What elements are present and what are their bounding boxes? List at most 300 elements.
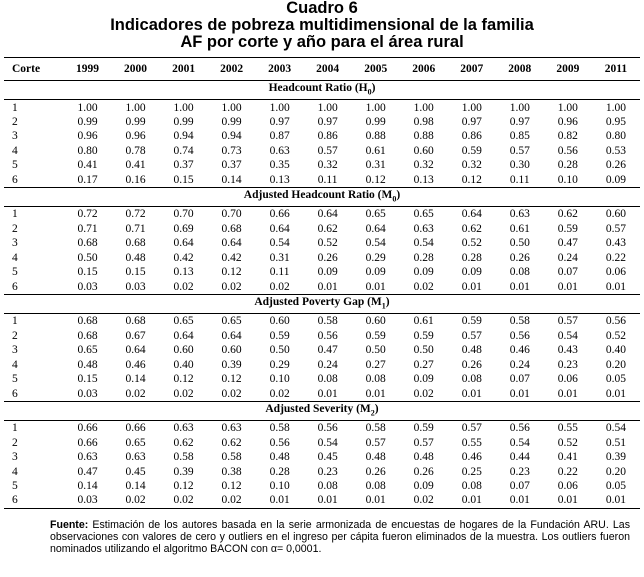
value-cell: 0.57 <box>461 422 482 435</box>
value-cell: 0.64 <box>461 208 482 221</box>
value-cell: 0.12 <box>221 266 242 279</box>
source-note <box>50 519 630 555</box>
table-row <box>4 115 640 129</box>
value-cell: 0.08 <box>365 480 386 493</box>
value-cell: 0.65 <box>365 208 386 221</box>
value-cell: 0.08 <box>365 373 386 386</box>
value-cell: 0.11 <box>509 173 530 186</box>
value-cell: 0.01 <box>365 387 386 400</box>
section-title-end: ) <box>371 82 376 94</box>
value-cell: 0.32 <box>317 159 338 172</box>
section-title-text: Headcount Ratio (H <box>268 82 368 94</box>
value-cell: 0.46 <box>461 451 482 464</box>
value-cell: 0.64 <box>125 344 146 357</box>
section-title <box>4 187 640 206</box>
value-cell: 0.74 <box>173 144 194 157</box>
value-cell: 0.15 <box>125 266 146 279</box>
table-row <box>4 479 640 493</box>
value-cell: 0.26 <box>317 251 338 264</box>
section-title <box>4 81 640 100</box>
value-cell: 0.09 <box>461 266 482 279</box>
value-cell: 0.63 <box>509 208 530 221</box>
value-cell: 0.50 <box>269 344 290 357</box>
value-cell: 0.99 <box>221 115 242 128</box>
value-cell: 0.62 <box>557 208 578 221</box>
value-cell: 0.63 <box>173 422 194 435</box>
table-caption <box>0 0 644 51</box>
value-cell: 0.23 <box>557 358 578 371</box>
value-cell: 0.50 <box>77 251 98 264</box>
value-cell: 0.58 <box>317 315 338 328</box>
column-header-year: 2011 <box>592 58 640 81</box>
table-row <box>4 450 640 464</box>
column-header-year: 1999 <box>63 58 111 81</box>
column-header-year: 2007 <box>448 58 496 81</box>
value-cell: 0.48 <box>413 451 434 464</box>
value-cell: 0.86 <box>317 130 338 143</box>
value-cell: 0.59 <box>269 329 290 342</box>
value-cell: 0.57 <box>509 144 530 157</box>
value-cell: 0.50 <box>509 237 530 250</box>
value-cell: 0.12 <box>173 480 194 493</box>
value-cell: 0.57 <box>605 222 626 235</box>
value-cell: 0.01 <box>496 493 544 508</box>
section-title-text: Adjusted Poverty Gap (M <box>254 295 382 308</box>
value-cell: 0.01 <box>592 493 640 508</box>
value-cell: 1.00 <box>269 101 290 114</box>
value-cell: 0.87 <box>269 130 290 143</box>
value-cell: 0.35 <box>269 159 290 172</box>
value-cell: 0.14 <box>125 373 146 386</box>
value-cell: 0.02 <box>221 280 242 293</box>
value-cell: 0.02 <box>413 280 434 293</box>
value-cell: 0.50 <box>413 344 434 357</box>
section-title <box>4 294 640 313</box>
value-cell: 0.09 <box>317 266 338 279</box>
value-cell: 0.62 <box>173 436 194 449</box>
value-cell: 0.88 <box>413 130 434 143</box>
value-cell: 0.65 <box>77 344 98 357</box>
value-cell: 0.39 <box>605 451 626 464</box>
value-cell: 0.65 <box>221 315 242 328</box>
value-cell: 0.64 <box>365 222 386 235</box>
value-cell: 0.01 <box>304 493 352 508</box>
value-cell: 0.12 <box>221 373 242 386</box>
value-cell: 0.45 <box>317 451 338 464</box>
value-cell: 1.00 <box>221 101 242 114</box>
value-cell: 0.01 <box>605 387 626 400</box>
value-cell: 0.61 <box>365 144 386 157</box>
value-cell: 0.01 <box>557 387 578 400</box>
table-row <box>4 329 640 343</box>
value-cell: 0.02 <box>125 387 146 400</box>
table-row <box>4 343 640 357</box>
column-header-year: 2008 <box>496 58 544 81</box>
value-cell: 0.56 <box>605 315 626 328</box>
value-cell: 0.72 <box>125 208 146 221</box>
value-cell: 0.06 <box>557 480 578 493</box>
value-cell: 0.01 <box>605 280 626 293</box>
value-cell: 0.98 <box>413 115 434 128</box>
table-row <box>4 436 640 450</box>
value-cell: 0.03 <box>77 280 98 293</box>
value-cell: 0.48 <box>365 451 386 464</box>
value-cell: 0.60 <box>605 208 626 221</box>
column-header-year: 2001 <box>160 58 208 81</box>
value-cell: 0.52 <box>557 436 578 449</box>
value-cell: 0.59 <box>557 222 578 235</box>
value-cell: 0.52 <box>605 329 626 342</box>
corte-cell: 3 <box>12 130 18 143</box>
value-cell: 0.71 <box>77 222 98 235</box>
table-row <box>4 172 640 187</box>
corte-cell: 2 <box>12 436 18 449</box>
section-title-end: ) <box>374 402 379 415</box>
caption-title-line1: Indicadores de pobreza multidimensional de la familia <box>110 16 534 34</box>
table-row <box>4 207 640 222</box>
value-cell: 0.48 <box>77 358 98 371</box>
value-cell: 1.00 <box>365 101 386 114</box>
table-row <box>4 236 640 250</box>
value-cell: 0.63 <box>125 451 146 464</box>
value-cell: 0.14 <box>221 173 242 186</box>
value-cell: 0.55 <box>461 436 482 449</box>
value-cell: 0.12 <box>173 373 194 386</box>
table-row <box>4 251 640 265</box>
value-cell: 0.25 <box>461 465 482 478</box>
value-cell: 0.48 <box>269 451 290 464</box>
source-label: Fuente: <box>50 519 89 531</box>
corte-cell: 1 <box>12 101 18 114</box>
section-title-text: Adjusted Headcount Ratio (M <box>243 188 393 201</box>
corte-cell: 4 <box>12 358 18 371</box>
column-header-year: 2006 <box>400 58 448 81</box>
value-cell: 0.61 <box>413 315 434 328</box>
value-cell: 0.42 <box>221 251 242 264</box>
value-cell: 0.48 <box>125 251 146 264</box>
value-cell: 0.97 <box>269 115 290 128</box>
value-cell: 0.10 <box>269 480 290 493</box>
value-cell: 0.16 <box>125 173 146 186</box>
corte-cell: 4 <box>12 251 18 264</box>
table-row <box>4 421 640 436</box>
value-cell: 0.29 <box>365 251 386 264</box>
value-cell: 0.03 <box>77 387 98 400</box>
value-cell: 0.06 <box>605 266 626 279</box>
value-cell: 0.62 <box>317 222 338 235</box>
table-row <box>4 314 640 329</box>
value-cell: 0.54 <box>557 329 578 342</box>
value-cell: 0.99 <box>77 115 98 128</box>
value-cell: 0.47 <box>557 237 578 250</box>
value-cell: 0.60 <box>173 344 194 357</box>
value-cell: 0.26 <box>413 465 434 478</box>
value-cell: 0.57 <box>317 144 338 157</box>
value-cell: 1.00 <box>557 101 578 114</box>
corte-cell: 4 <box>12 144 18 157</box>
value-cell: 0.65 <box>173 315 194 328</box>
value-cell: 0.01 <box>509 280 530 293</box>
value-cell: 0.23 <box>317 465 338 478</box>
value-cell: 0.88 <box>365 130 386 143</box>
value-cell: 0.80 <box>77 144 98 157</box>
value-cell: 0.26 <box>509 251 530 264</box>
value-cell: 0.68 <box>221 222 242 235</box>
value-cell: 0.05 <box>605 373 626 386</box>
value-cell: 0.01 <box>365 280 386 293</box>
corte-cell: 6 <box>12 173 18 186</box>
value-cell: 0.08 <box>509 266 530 279</box>
corte-cell: 4 <box>12 465 18 478</box>
value-cell: 0.43 <box>557 344 578 357</box>
corte-cell: 2 <box>12 115 18 128</box>
poverty-indicators-table <box>4 57 640 509</box>
value-cell: 0.14 <box>125 480 146 493</box>
value-cell: 0.12 <box>221 480 242 493</box>
value-cell: 0.10 <box>269 373 290 386</box>
value-cell: 0.29 <box>269 358 290 371</box>
value-cell: 0.46 <box>125 358 146 371</box>
value-cell: 0.60 <box>413 144 434 157</box>
value-cell: 0.46 <box>509 344 530 357</box>
value-cell: 0.23 <box>509 465 530 478</box>
value-cell: 0.80 <box>605 130 626 143</box>
value-cell: 0.09 <box>605 173 626 186</box>
value-cell: 0.05 <box>605 480 626 493</box>
value-cell: 0.54 <box>269 237 290 250</box>
value-cell: 0.09 <box>413 373 434 386</box>
value-cell: 0.01 <box>509 387 530 400</box>
section-title-subscript: 0 <box>392 194 397 204</box>
value-cell: 0.39 <box>173 465 194 478</box>
section-header-row <box>4 401 640 420</box>
value-cell: 0.59 <box>461 144 482 157</box>
corte-cell: 1 <box>12 422 18 435</box>
value-cell: 0.11 <box>269 266 290 279</box>
value-cell: 0.53 <box>605 144 626 157</box>
value-cell: 0.62 <box>461 222 482 235</box>
corte-cell: 6 <box>12 387 18 400</box>
value-cell: 0.30 <box>509 159 530 172</box>
value-cell: 0.01 <box>317 280 338 293</box>
value-cell: 0.68 <box>125 237 146 250</box>
value-cell: 0.65 <box>125 436 146 449</box>
table-row <box>4 357 640 371</box>
value-cell: 0.97 <box>461 115 482 128</box>
value-cell: 0.70 <box>173 208 194 221</box>
column-header-year: 2002 <box>208 58 256 81</box>
value-cell: 0.64 <box>173 329 194 342</box>
value-cell: 0.56 <box>317 422 338 435</box>
value-cell: 0.41 <box>77 159 98 172</box>
corte-cell: 3 <box>12 451 18 464</box>
value-cell: 0.08 <box>317 373 338 386</box>
value-cell: 0.58 <box>269 422 290 435</box>
value-cell: 0.63 <box>221 422 242 435</box>
value-cell: 0.02 <box>269 387 290 400</box>
value-cell: 0.64 <box>317 208 338 221</box>
value-cell: 0.20 <box>605 465 626 478</box>
value-cell: 0.58 <box>221 451 242 464</box>
value-cell: 0.57 <box>413 436 434 449</box>
table-row <box>4 386 640 401</box>
value-cell: 0.31 <box>269 251 290 264</box>
value-cell: 0.59 <box>413 422 434 435</box>
corte-cell: 6 <box>4 493 63 508</box>
value-cell: 0.73 <box>221 144 242 157</box>
value-cell: 0.63 <box>413 222 434 235</box>
value-cell: 0.41 <box>125 159 146 172</box>
value-cell: 0.12 <box>365 173 386 186</box>
value-cell: 0.47 <box>77 465 98 478</box>
value-cell: 0.64 <box>221 329 242 342</box>
corte-cell: 6 <box>12 280 18 293</box>
table-row <box>4 144 640 158</box>
value-cell: 0.54 <box>317 436 338 449</box>
value-cell: 0.24 <box>509 358 530 371</box>
value-cell: 0.13 <box>413 173 434 186</box>
value-cell: 0.94 <box>173 130 194 143</box>
value-cell: 0.57 <box>461 329 482 342</box>
value-cell: 0.57 <box>557 315 578 328</box>
value-cell: 0.97 <box>317 115 338 128</box>
value-cell: 0.09 <box>413 266 434 279</box>
value-cell: 0.28 <box>269 465 290 478</box>
value-cell: 0.13 <box>269 173 290 186</box>
corte-cell: 1 <box>12 315 18 328</box>
table-body <box>4 81 640 509</box>
value-cell: 0.66 <box>77 422 98 435</box>
value-cell: 0.08 <box>461 480 482 493</box>
value-cell: 0.68 <box>77 329 98 342</box>
value-cell: 0.03 <box>125 280 146 293</box>
value-cell: 0.94 <box>221 130 242 143</box>
corte-cell: 3 <box>12 237 18 250</box>
value-cell: 0.01 <box>461 280 482 293</box>
value-cell: 0.59 <box>365 329 386 342</box>
value-cell: 0.63 <box>269 144 290 157</box>
value-cell: 0.66 <box>125 422 146 435</box>
value-cell: 0.45 <box>125 465 146 478</box>
caption-title-line2: AF por corte y año para el área rural <box>180 33 464 51</box>
value-cell: 0.47 <box>317 344 338 357</box>
value-cell: 0.09 <box>365 266 386 279</box>
section-title-text: Adjusted Severity (M <box>265 402 371 415</box>
value-cell: 0.02 <box>112 493 160 508</box>
value-cell: 0.57 <box>365 436 386 449</box>
column-header-year: 2005 <box>352 58 400 81</box>
value-cell: 0.99 <box>365 115 386 128</box>
value-cell: 0.01 <box>448 493 496 508</box>
value-cell: 0.96 <box>77 130 98 143</box>
value-cell: 0.54 <box>509 436 530 449</box>
value-cell: 0.96 <box>557 115 578 128</box>
table-row <box>4 129 640 143</box>
value-cell: 0.60 <box>221 344 242 357</box>
value-cell: 0.60 <box>269 315 290 328</box>
value-cell: 0.44 <box>509 451 530 464</box>
value-cell: 0.56 <box>557 144 578 157</box>
value-cell: 0.68 <box>125 315 146 328</box>
value-cell: 0.59 <box>461 315 482 328</box>
value-cell: 0.54 <box>365 237 386 250</box>
value-cell: 0.66 <box>269 208 290 221</box>
value-cell: 0.68 <box>77 237 98 250</box>
value-cell: 0.14 <box>77 480 98 493</box>
value-cell: 0.37 <box>221 159 242 172</box>
value-cell: 0.56 <box>509 329 530 342</box>
value-cell: 0.01 <box>461 387 482 400</box>
value-cell: 0.02 <box>400 493 448 508</box>
value-cell: 0.41 <box>557 451 578 464</box>
value-cell: 0.68 <box>77 315 98 328</box>
value-cell: 0.24 <box>557 251 578 264</box>
value-cell: 0.39 <box>221 358 242 371</box>
value-cell: 0.32 <box>461 159 482 172</box>
value-cell: 0.63 <box>77 451 98 464</box>
value-cell: 0.02 <box>160 493 208 508</box>
value-cell: 0.55 <box>557 422 578 435</box>
value-cell: 0.71 <box>125 222 146 235</box>
value-cell: 0.64 <box>221 237 242 250</box>
value-cell: 0.20 <box>605 358 626 371</box>
section-title-subscript: 2 <box>370 408 375 418</box>
value-cell: 0.07 <box>509 480 530 493</box>
value-cell: 0.28 <box>461 251 482 264</box>
value-cell: 0.01 <box>557 280 578 293</box>
column-header-year: 2004 <box>304 58 352 81</box>
value-cell: 0.27 <box>413 358 434 371</box>
value-cell: 0.56 <box>317 329 338 342</box>
value-cell: 0.12 <box>461 173 482 186</box>
value-cell: 0.48 <box>461 344 482 357</box>
value-cell: 0.67 <box>125 329 146 342</box>
table-row <box>4 222 640 236</box>
table-row <box>4 279 640 294</box>
value-cell: 1.00 <box>461 101 482 114</box>
section-header-row <box>4 294 640 313</box>
corte-cell: 1 <box>12 208 18 221</box>
value-cell: 0.58 <box>365 422 386 435</box>
value-cell: 0.02 <box>413 387 434 400</box>
value-cell: 0.24 <box>317 358 338 371</box>
value-cell: 0.07 <box>557 266 578 279</box>
table-row <box>4 464 640 478</box>
value-cell: 0.02 <box>221 387 242 400</box>
value-cell: 1.00 <box>317 101 338 114</box>
value-cell: 0.06 <box>557 373 578 386</box>
value-cell: 0.15 <box>173 173 194 186</box>
value-cell: 0.43 <box>605 237 626 250</box>
section-title <box>4 401 640 420</box>
column-header-year: 2003 <box>256 58 304 81</box>
value-cell: 0.64 <box>269 222 290 235</box>
value-cell: 1.00 <box>605 101 626 114</box>
value-cell: 0.66 <box>77 436 98 449</box>
section-title-end: ) <box>385 295 390 308</box>
value-cell: 0.01 <box>256 493 304 508</box>
value-cell: 0.99 <box>173 115 194 128</box>
value-cell: 0.58 <box>173 451 194 464</box>
value-cell: 0.70 <box>221 208 242 221</box>
corte-cell: 3 <box>12 344 18 357</box>
corte-cell: 5 <box>12 480 18 493</box>
value-cell: 0.69 <box>173 222 194 235</box>
table-header <box>4 58 640 81</box>
value-cell: 0.31 <box>365 159 386 172</box>
value-cell: 0.02 <box>269 280 290 293</box>
value-cell: 0.01 <box>544 493 592 508</box>
